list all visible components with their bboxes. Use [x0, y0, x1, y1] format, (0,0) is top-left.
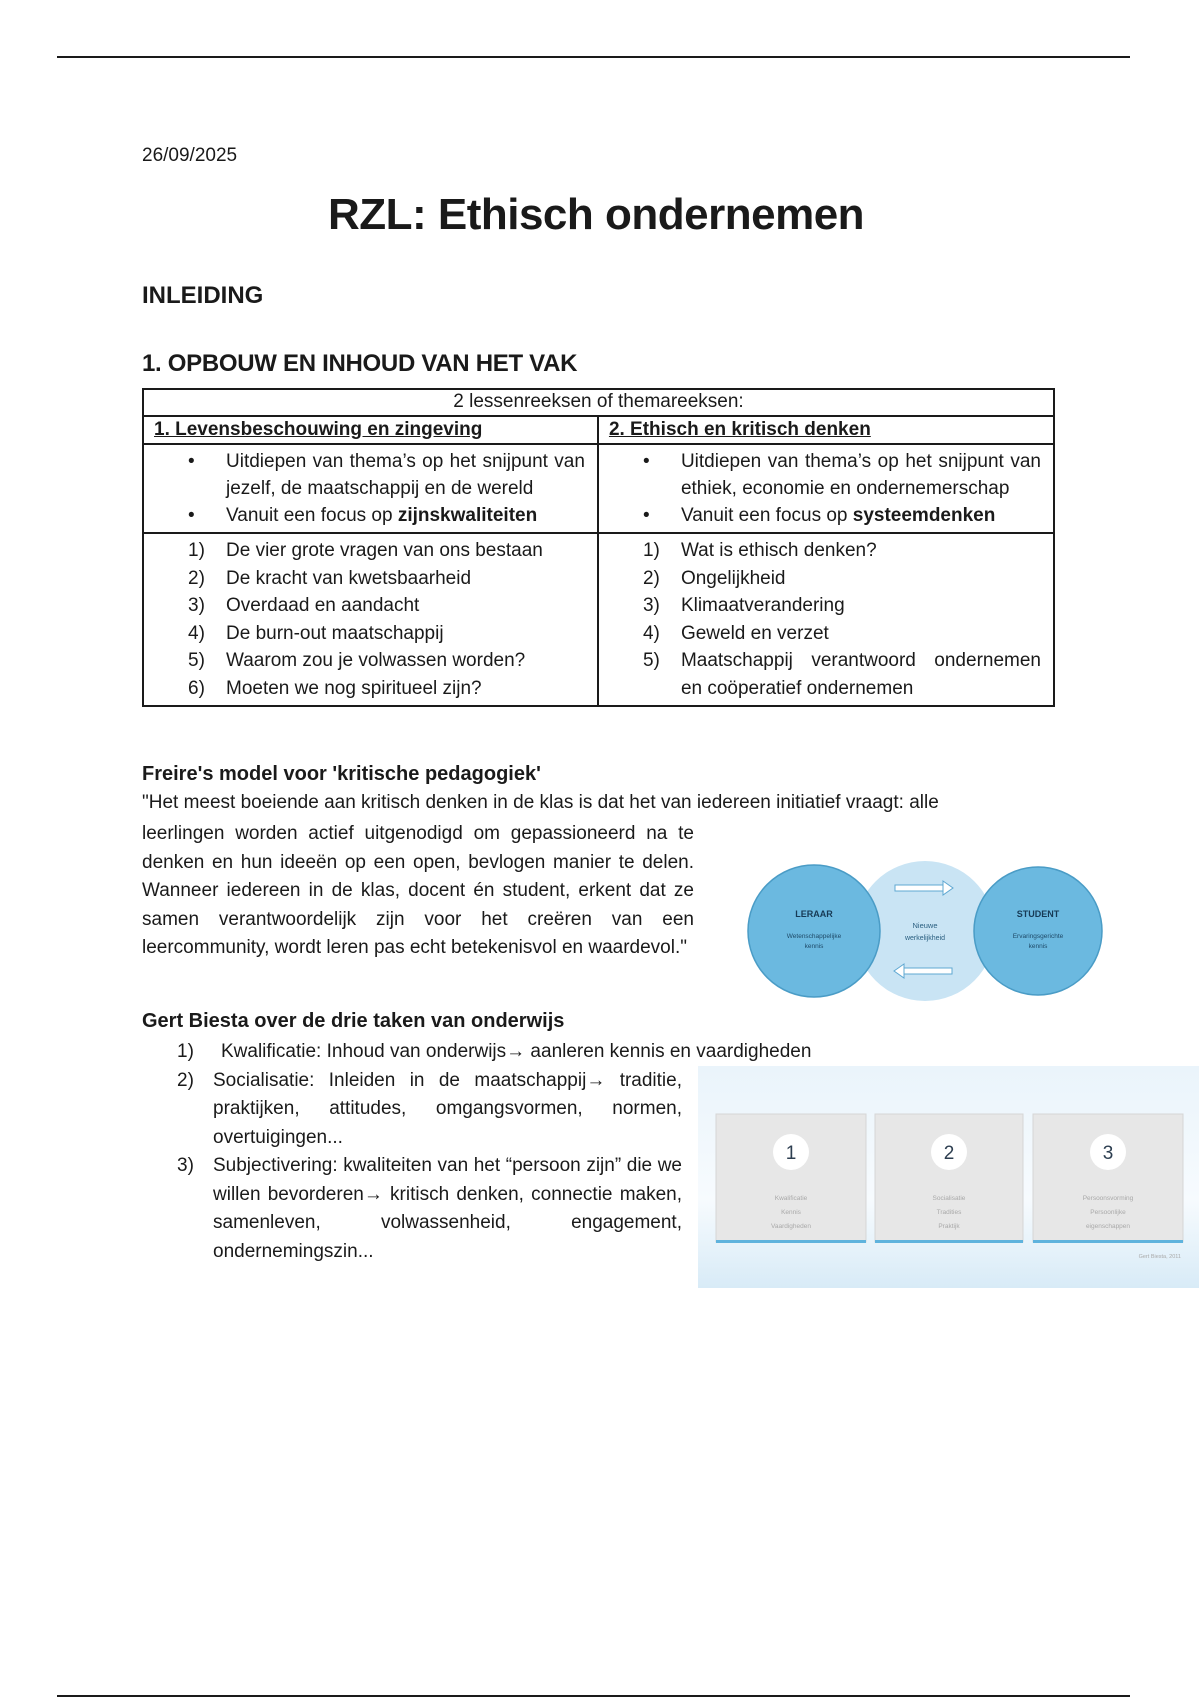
item-number: 2)	[177, 1069, 194, 1091]
task-card-1	[716, 1114, 866, 1243]
student-circle	[974, 867, 1102, 995]
topic-text: Wat is ethisch denken?	[680, 540, 877, 561]
item-number: 2)	[188, 567, 205, 589]
list-item	[599, 565, 1041, 593]
student-sub-label: Ervaringsgerichte	[1012, 933, 1064, 940]
teacher-sub-label: kennis	[804, 943, 824, 950]
list-item	[599, 647, 1041, 702]
teacher-circle	[748, 865, 880, 997]
list-item	[144, 675, 585, 703]
item-number: 6)	[188, 677, 205, 699]
card-label: Praktijk	[938, 1223, 960, 1230]
card-label: Kennis	[781, 1209, 801, 1216]
list-item	[599, 502, 1041, 529]
bottom-rule	[57, 1695, 1130, 1697]
list-item: • Uitdiepen van thema’s op het snijpunt van jezelf, de maatschappij en de wereld	[144, 448, 585, 502]
list-item	[177, 1038, 1015, 1067]
column-heading-ethisch: 2. Ethisch en kritisch denken	[598, 416, 1054, 444]
task-card-3	[1033, 1114, 1183, 1243]
topic-text: Overdaad en aandacht	[226, 595, 420, 616]
card-label: Socialisatie	[932, 1195, 966, 1202]
topic-text: Geweld en verzet	[680, 622, 829, 644]
freire-heading: Freire's model voor 'kritische pedagogiek'	[142, 763, 541, 785]
list-item	[144, 647, 585, 675]
topic-text: Moeten we nog spiritueel zijn?	[226, 677, 482, 699]
freire-model-diagram	[732, 843, 1112, 1015]
teacher-sub-label: Wetenschappelijke	[786, 933, 842, 940]
focus-prefix: Vanuit een focus op	[680, 505, 848, 526]
list-item	[144, 537, 585, 565]
biesta-heading: Gert Biesta over de drie taken van onderwijs	[142, 1010, 565, 1032]
item-text: Subjectivering: kwaliteiten van het “persoon zijn” die we willen bevorderen→ kritisch denken, connectie maken, samenleven, volwassenheid, engagement, ondernemingszin...	[213, 1155, 682, 1262]
focus-keyword: zijnskwaliteiten	[397, 505, 538, 526]
section-heading-intro: INLEIDING	[142, 282, 264, 309]
topic-text: Maatschappij verantwoord ondernemen en coöperatief ondernemen	[680, 650, 1041, 699]
topics-cell-right	[598, 533, 1054, 706]
item-number: 2)	[642, 567, 660, 589]
topic-text: De kracht van kwetsbaarheid	[226, 567, 472, 589]
list-item	[144, 592, 585, 620]
list-item	[177, 1067, 682, 1153]
item-number: 5)	[188, 650, 205, 671]
topic-text: Ongelijkheid	[680, 567, 786, 589]
biesta-three-tasks-diagram	[698, 1066, 1199, 1288]
center-label: Nieuwe	[912, 921, 938, 930]
item-text: Kwalificatie: Inhoud van onderwijs→ aanleren kennis en vaardigheden	[221, 1041, 812, 1062]
card-label: eigenschappen	[1085, 1223, 1131, 1230]
student-label: STUDENT	[1016, 909, 1060, 919]
column-heading-levensbeschouwing: 1. Levensbeschouwing en zingeving	[143, 416, 598, 444]
card-label: Kwalificatie	[774, 1195, 808, 1202]
list-item	[599, 620, 1041, 648]
document-date: 26/09/2025	[142, 145, 238, 166]
list-item	[144, 502, 585, 529]
figure-credit: Gert Biesta, 2011	[1138, 1254, 1181, 1260]
card-number: 3	[1102, 1143, 1114, 1164]
topic-text: De burn-out maatschappij	[226, 622, 444, 644]
card-label: Tradities	[936, 1209, 962, 1216]
topic-text: Waarom zou je volwassen worden?	[226, 650, 526, 671]
item-number: 3)	[188, 595, 205, 616]
focus-keyword: systeemdenken	[852, 505, 996, 526]
card-label: Persoonlijke	[1090, 1209, 1126, 1216]
item-number: 3)	[642, 595, 660, 616]
list-item	[599, 592, 1041, 620]
course-table	[142, 388, 1055, 707]
focus-prefix: Vanuit een focus op	[226, 505, 393, 526]
student-sub-label: kennis	[1028, 943, 1048, 950]
center-label: werkelijkheid	[904, 935, 946, 942]
topics-cell-left	[143, 533, 598, 706]
item-number: 1)	[188, 540, 205, 561]
item-text: Socialisatie: Inleiden in de maatschappij→ traditie, praktijken, attitudes, omgangsvormen, normen, overtuigingen...	[213, 1069, 682, 1148]
bullets-cell-left	[143, 444, 598, 533]
card-number: 2	[943, 1143, 955, 1164]
bullets-cell-right	[598, 444, 1054, 533]
table-caption: 2 lessenreeksen of themareeksen:	[143, 389, 1054, 416]
item-number: 4)	[642, 622, 660, 644]
freire-quote-first-line: "Het meest boeiende aan kritisch denken in de klas is dat het van iedereen initiatief vraagt: alle	[142, 792, 939, 813]
list-item	[144, 620, 585, 648]
card-label: Persoonsvorming	[1082, 1195, 1134, 1202]
card-number: 1	[785, 1143, 797, 1164]
list-item: • Uitdiepen van thema’s op het snijpunt van ethiek, economie en ondernemerschap	[599, 448, 1041, 502]
item-number: 1)	[177, 1041, 194, 1062]
list-item	[599, 537, 1041, 565]
list-item	[177, 1152, 682, 1266]
teacher-label: LERAAR	[795, 909, 833, 919]
item-number: 3)	[177, 1155, 194, 1176]
section-heading-opbouw: 1. OPBOUW EN INHOUD VAN HET VAK	[142, 350, 578, 377]
top-rule	[57, 56, 1130, 58]
topic-text: De vier grote vragen van ons bestaan	[226, 540, 543, 561]
task-card-2	[875, 1114, 1023, 1243]
item-number: 1)	[642, 540, 660, 561]
list-item	[144, 565, 585, 593]
page-title: RZL: Ethisch ondernemen	[327, 190, 865, 239]
item-number: 5)	[642, 650, 660, 671]
freire-quote-body: leerlingen worden actief uitgenodigd om gepassioneerd na te denken en hun ideeën op een open, bevlogen manier te delen. Wanneer iedereen in de klas, docent én student, erkent dat ze samen verantwoordelijk zijn voor het creëren van een leercommunity, wordt leren pas echt betekenisvol en waardevol."	[142, 823, 694, 958]
card-label: Vaardigheden	[771, 1223, 811, 1230]
topic-text: Klimaatverandering	[680, 595, 845, 616]
item-number: 4)	[188, 622, 205, 644]
